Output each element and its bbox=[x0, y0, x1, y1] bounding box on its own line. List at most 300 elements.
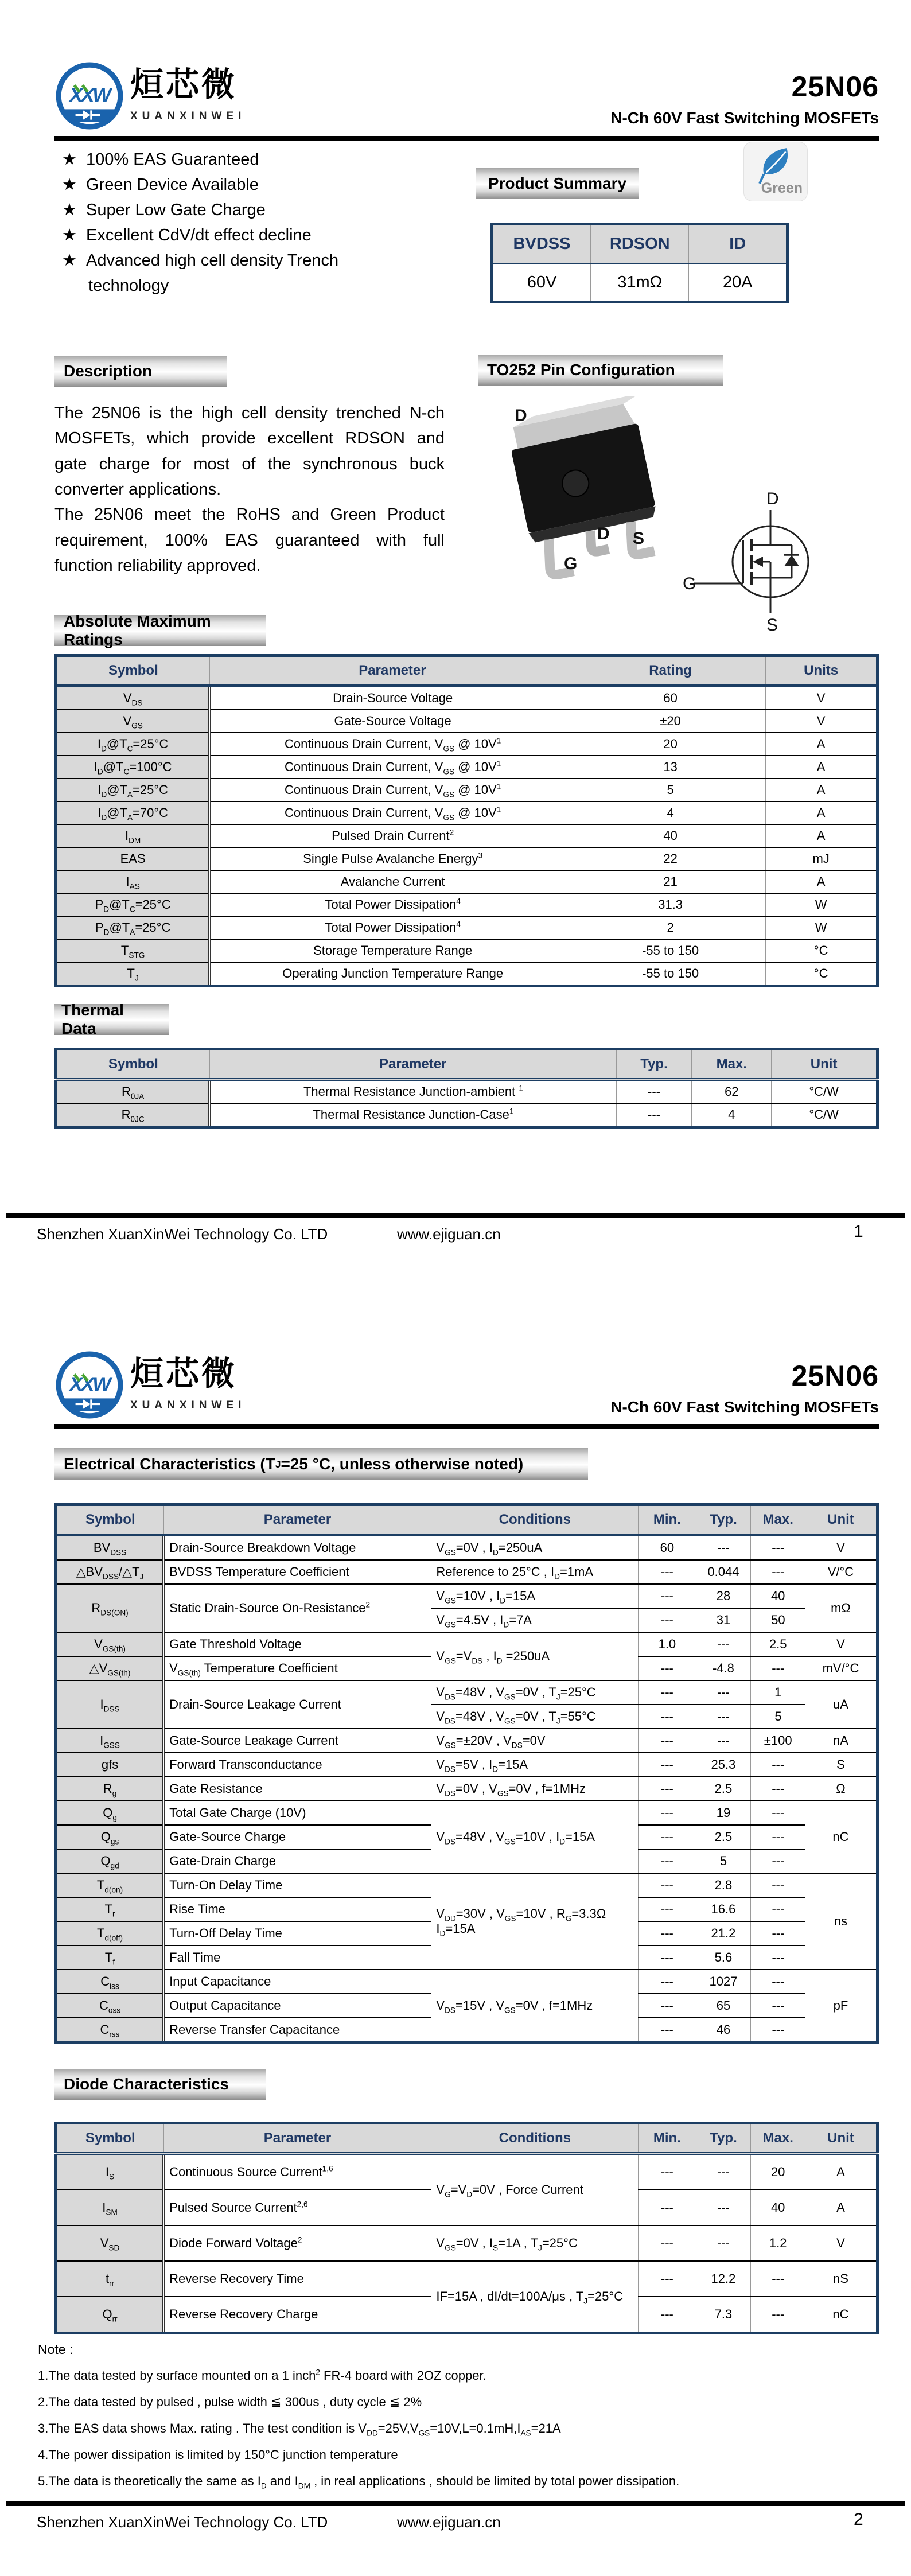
table-cell: °C bbox=[766, 962, 878, 986]
table-cell: $V_{DS}=5V$ , $I_D=15A$ bbox=[431, 1753, 639, 1777]
table-header-row bbox=[56, 656, 878, 686]
table-cell: $T_r$ bbox=[56, 1897, 164, 1921]
table-cell: Ω bbox=[805, 1777, 877, 1801]
doc-subtitle: N-Ch 60V Fast Switching MOSFETs bbox=[610, 1398, 879, 1416]
table-cell: --- bbox=[751, 1921, 805, 1945]
package-pin-label-s: S bbox=[633, 529, 645, 548]
table-cell: --- bbox=[639, 1825, 696, 1849]
table-header-row bbox=[56, 2123, 878, 2154]
table-cell: 60 bbox=[575, 686, 766, 710]
table-cell: pF bbox=[805, 1970, 877, 2043]
table-cell: --- bbox=[639, 1705, 696, 1729]
table-cell: nC bbox=[805, 2297, 877, 2333]
table-cell: $V_{DS}=48V$ , $V_{GS}=10V$ , $I_D=15A$ bbox=[431, 1801, 639, 1873]
table-row bbox=[56, 962, 878, 986]
column-header: Rating bbox=[575, 656, 766, 686]
table-row bbox=[56, 710, 878, 733]
table-cell: $V_{DD}=30V$ , $V_{GS}=10V$ , $R_G=3.3\Omega$ $I_D=15A$ bbox=[431, 1873, 639, 1970]
table-cell: --- bbox=[696, 1632, 751, 1656]
note-item: 4.The power dissipation is limited by 150°C junction temperature bbox=[38, 2447, 398, 2462]
table-cell: $I_{SM}$ bbox=[56, 2190, 164, 2225]
brand-name-cn: 烜芯微 bbox=[130, 1355, 238, 1392]
table-cell: 4 bbox=[575, 801, 766, 824]
table-cell: $V_{GS}=10V$ , $I_D=15A$ bbox=[431, 1584, 639, 1608]
product-summary-table bbox=[490, 223, 789, 303]
table-cell: $V_{GS(th)}$ bbox=[56, 1632, 164, 1656]
table-row bbox=[56, 733, 878, 756]
table-cell: A bbox=[836, 2165, 845, 2179]
table-cell: $I_S$ bbox=[56, 2154, 164, 2190]
table-cell: $T_J$ bbox=[56, 962, 210, 986]
table-cell: 50 bbox=[751, 1608, 805, 1632]
table-cell: gfs bbox=[56, 1753, 164, 1777]
table-row bbox=[56, 1801, 878, 1825]
table-cell: 62 bbox=[692, 1080, 772, 1104]
description-paragraph: The 25N06 is the high cell density trenched N-ch MOSFETs, which provide excellent RDSON and gate charge for most of the synchronous buck converter applications. bbox=[54, 404, 445, 499]
table-row bbox=[56, 870, 878, 893]
feature-item: ★ 100% EAS Guaranteed bbox=[62, 150, 259, 169]
table-cell: Reverse Recovery Time bbox=[163, 2261, 431, 2297]
package-drawing bbox=[485, 396, 680, 591]
feature-item: ★ Excellent CdV/dt effect decline bbox=[62, 226, 312, 244]
table-cell: A bbox=[766, 870, 878, 893]
table-cell: 20 bbox=[751, 2154, 805, 2190]
table-cell: uA bbox=[805, 1680, 877, 1729]
table-cell: mV/°C bbox=[805, 1656, 877, 1680]
brand-name-en: XUANXINWEI bbox=[130, 1399, 246, 1412]
table-cell: --- bbox=[639, 2154, 696, 2190]
table-cell: Rise Time bbox=[163, 1897, 431, 1921]
table-cell: --- bbox=[639, 1970, 696, 1994]
table-cell: $Q_{gd}$ bbox=[56, 1849, 164, 1873]
table-row bbox=[56, 893, 878, 916]
table-cell: Turn-On Delay Time bbox=[163, 1873, 431, 1897]
column-header: Conditions bbox=[431, 2123, 639, 2154]
table-cell: A bbox=[805, 2190, 877, 2225]
table-cell: $V_{SD}$ bbox=[56, 2225, 164, 2261]
table-cell: -55 to 150 bbox=[575, 962, 766, 986]
table-cell: --- bbox=[696, 1729, 751, 1753]
table-cell: Drain-Source Breakdown Voltage bbox=[163, 1535, 431, 1561]
thermal-table bbox=[54, 1048, 879, 1129]
table-cell: Static Drain-Source On-Resistance$^2$ bbox=[163, 1584, 431, 1632]
table-row bbox=[56, 916, 878, 939]
description-text bbox=[54, 400, 445, 579]
feature-item: ★ Advanced high cell density Trench technology bbox=[62, 251, 339, 295]
table-cell: --- bbox=[696, 1535, 751, 1561]
table-cell: 60V bbox=[492, 264, 591, 302]
table-cell: 20 bbox=[575, 733, 766, 756]
table-cell: 2.5 bbox=[696, 1777, 751, 1801]
table-cell: --- bbox=[639, 1656, 696, 1680]
column-header: Typ. bbox=[616, 1049, 692, 1080]
table-cell: --- bbox=[696, 1680, 751, 1705]
table-cell: $C_{iss}$ bbox=[56, 1970, 164, 1994]
doc-subtitle: N-Ch 60V Fast Switching MOSFETs bbox=[610, 109, 879, 127]
table-cell: nA bbox=[805, 1729, 877, 1753]
table-cell: --- bbox=[639, 2190, 696, 2225]
description-paragraph: The 25N06 meet the RoHS and Green Product requirement, 100% EAS guaranteed with full function reliability approved. bbox=[54, 505, 445, 575]
table-cell: $Q_{gs}$ bbox=[56, 1825, 164, 1849]
table-row bbox=[56, 756, 878, 779]
table-cell: $V_{GS(th)}$ Temperature Coefficient bbox=[163, 1656, 431, 1680]
table-cell: 7.3 bbox=[696, 2297, 751, 2333]
table-cell: 19 bbox=[696, 1801, 751, 1825]
table-cell: 2.5 bbox=[751, 1632, 805, 1656]
table-cell: Total Power Dissipation$^4$ bbox=[209, 893, 575, 916]
part-number: 25N06 bbox=[791, 1360, 879, 1392]
column-header: Parameter bbox=[209, 656, 575, 686]
table-cell: Gate-Source Voltage bbox=[209, 710, 575, 733]
table-row bbox=[56, 939, 878, 962]
table-cell: 4 bbox=[692, 1103, 772, 1127]
table-cell: $P_D@T_C=25^\circ C$ bbox=[56, 893, 210, 916]
notes-list bbox=[38, 2363, 679, 2495]
column-header: BVDSS bbox=[492, 224, 591, 264]
column-header: Conditions bbox=[431, 1505, 639, 1535]
table-header-row bbox=[492, 224, 788, 264]
table-cell: Operating Junction Temperature Range bbox=[209, 962, 575, 986]
part-number: 25N06 bbox=[791, 71, 879, 103]
table-cell: --- bbox=[639, 1753, 696, 1777]
table-cell: $I_D@T_A=70^\circ C$ bbox=[56, 801, 210, 824]
table-cell: A bbox=[766, 779, 878, 801]
table-cell: --- bbox=[751, 1825, 805, 1849]
table-cell: --- bbox=[696, 1705, 751, 1729]
thermal-title: Thermal Data bbox=[54, 1004, 169, 1035]
table-cell: Drain-Source Voltage bbox=[209, 686, 575, 710]
table-cell: $I_{DSS}$ bbox=[56, 1680, 164, 1729]
table-cell: V bbox=[766, 710, 878, 733]
table-cell: --- bbox=[639, 1680, 696, 1705]
table-cell: °C/W bbox=[809, 1084, 839, 1099]
brand-name-cn: 烜芯微 bbox=[130, 66, 238, 103]
table-row bbox=[56, 2225, 878, 2261]
table-cell: --- bbox=[751, 1777, 805, 1801]
table-cell: $V_{GS}=4.5V$ , $I_D=7A$ bbox=[431, 1608, 639, 1632]
note-item: 3.The EAS data shows Max. rating . The test condition is $V_{DD}=25V,V_{GS}=10V,L=0.1mH,I_{AS}=21A$ bbox=[38, 2421, 561, 2438]
brand-logo bbox=[54, 61, 246, 131]
table-cell: Diode Forward Voltage$^2$ bbox=[163, 2225, 431, 2261]
table-cell: $V_{DS}=0V$ , $V_{GS}=0V$ , f=1MHz bbox=[431, 1777, 639, 1801]
note-item: 2.The data tested by pulsed , pulse width ≦ 300us , duty cycle ≦ 2% bbox=[38, 2395, 422, 2409]
table-cell: $\triangle BV_{DSS}/\triangle T_J$ bbox=[56, 1560, 164, 1584]
table-cell: $t_{rr}$ bbox=[56, 2261, 164, 2297]
table-cell: --- bbox=[639, 2018, 696, 2043]
diode-title: Diode Characteristics bbox=[54, 2069, 266, 2100]
table-cell: V bbox=[836, 1540, 845, 1555]
footer-company: Shenzhen XuanXinWei Technology Co. LTD bbox=[37, 2513, 328, 2531]
table-cell: 2.8 bbox=[696, 1873, 751, 1897]
table-row bbox=[56, 1777, 878, 1801]
table-cell: A bbox=[766, 824, 878, 847]
green-label: Green bbox=[761, 180, 803, 196]
abs-max-title: Absolute Maximum Ratings bbox=[54, 615, 266, 646]
page-number: 2 bbox=[854, 2510, 863, 2529]
table-cell: --- bbox=[751, 2018, 805, 2043]
table-cell: $C_{rss}$ bbox=[56, 2018, 164, 2043]
star-icon: ★ bbox=[62, 251, 77, 270]
table-cell: W bbox=[766, 916, 878, 939]
table-cell: Continuous Source Current$^{1,6}$ bbox=[163, 2154, 431, 2190]
column-header: Parameter bbox=[209, 1049, 616, 1080]
table-cell: $V_G=V_D=0V$ , Force Current bbox=[431, 2154, 639, 2226]
table-cell: 16.6 bbox=[696, 1897, 751, 1921]
table-cell: Forward Transconductance bbox=[163, 1753, 431, 1777]
table-cell: --- bbox=[696, 2154, 751, 2190]
table-cell: nC bbox=[805, 1801, 877, 1873]
table-cell: A bbox=[766, 756, 878, 779]
column-header: Units bbox=[766, 656, 878, 686]
column-header: Symbol bbox=[56, 1049, 210, 1080]
table-cell: Reverse Recovery Charge bbox=[163, 2297, 431, 2333]
table-cell: Gate-Source Leakage Current bbox=[163, 1729, 431, 1753]
table-cell: Input Capacitance bbox=[163, 1970, 431, 1994]
table-row bbox=[56, 1535, 878, 1561]
table-row bbox=[56, 847, 878, 870]
table-cell: Fall Time bbox=[163, 1945, 431, 1970]
table-cell: --- bbox=[751, 1801, 805, 1825]
table-row bbox=[492, 264, 788, 302]
table-row bbox=[56, 686, 878, 710]
table-cell: 31 bbox=[696, 1608, 751, 1632]
page-number: 1 bbox=[854, 1222, 863, 1241]
table-cell: $V_{GS}$ bbox=[56, 710, 210, 733]
table-row bbox=[56, 1584, 878, 1608]
column-header: Unit bbox=[805, 2123, 877, 2154]
star-icon: ★ bbox=[62, 150, 77, 169]
table-cell: --- bbox=[639, 2261, 696, 2297]
feature-item: ★ Super Low Gate Charge bbox=[62, 201, 266, 219]
table-cell: $I_D@T_A=25^\circ C$ bbox=[56, 779, 210, 801]
table-cell: $T_{d(on)}$ bbox=[56, 1873, 164, 1897]
table-cell: $I_D@T_C=100^\circ C$ bbox=[56, 756, 210, 779]
table-cell: 1.2 bbox=[751, 2225, 805, 2261]
table-cell: Turn-Off Delay Time bbox=[163, 1921, 431, 1945]
table-cell: $T_f$ bbox=[56, 1945, 164, 1970]
table-cell: --- bbox=[751, 1535, 805, 1561]
table-cell: --- bbox=[616, 1103, 692, 1127]
table-cell: °C/W bbox=[772, 1103, 878, 1127]
table-cell: --- bbox=[751, 1753, 805, 1777]
table-row bbox=[56, 1080, 878, 1104]
table-cell: mΩ bbox=[805, 1584, 877, 1632]
brand-logo-icon bbox=[54, 1350, 124, 1420]
feature-item: ★ Green Device Available bbox=[62, 176, 259, 194]
table-cell: $P_D@T_A=25^\circ C$ bbox=[56, 916, 210, 939]
table-cell: Gate-Drain Charge bbox=[163, 1849, 431, 1873]
footer-website[interactable]: www.ejiguan.cn bbox=[397, 2513, 501, 2531]
table-cell: --- bbox=[751, 1897, 805, 1921]
table-row bbox=[56, 1753, 878, 1777]
table-header-row bbox=[56, 1049, 878, 1080]
table-cell: --- bbox=[751, 1873, 805, 1897]
footer-website[interactable]: www.ejiguan.cn bbox=[397, 1225, 501, 1243]
table-cell: ±100 bbox=[751, 1729, 805, 1753]
table-cell: $V_{GS}=V_{DS}$ , $I_D =250uA$ bbox=[431, 1632, 639, 1680]
table-cell: Output Capacitance bbox=[163, 1994, 431, 2018]
table-cell: nS bbox=[805, 2261, 877, 2297]
table-cell: IF=15A , dI/dt=100A/μs , $T_J=25^\circ C$ bbox=[431, 2261, 639, 2333]
table-cell: $T_{STG}$ bbox=[56, 939, 210, 962]
table-cell: --- bbox=[751, 1970, 805, 1994]
column-header: Symbol bbox=[56, 2123, 164, 2154]
table-cell: Total Power Dissipation$^4$ bbox=[209, 916, 575, 939]
brand-logo-icon bbox=[54, 61, 124, 131]
table-cell: Total Gate Charge (10V) bbox=[163, 1801, 431, 1825]
table-cell: --- bbox=[751, 2261, 805, 2297]
table-cell: $Q_g$ bbox=[56, 1801, 164, 1825]
column-header: Typ. bbox=[696, 1505, 751, 1535]
electrical-table bbox=[54, 1503, 879, 2044]
table-cell: --- bbox=[751, 1994, 805, 2018]
table-cell: S bbox=[805, 1753, 877, 1777]
symbol-label-s: S bbox=[766, 616, 778, 634]
table-cell: $I_{GSS}$ bbox=[56, 1729, 164, 1753]
table-cell: 21.2 bbox=[696, 1921, 751, 1945]
table-cell: --- bbox=[696, 2225, 751, 2261]
table-cell: 20A bbox=[722, 273, 753, 291]
column-header: RDSON bbox=[591, 224, 689, 264]
table-cell: Reverse Transfer Capacitance bbox=[163, 2018, 431, 2043]
table-cell: BVDSS Temperature Coefficient bbox=[163, 1560, 431, 1584]
column-header: Max. bbox=[751, 1505, 805, 1535]
table-cell: --- bbox=[639, 1849, 696, 1873]
symbol-label-g: G bbox=[683, 574, 696, 593]
diode-table bbox=[54, 2122, 879, 2334]
table-row bbox=[56, 1729, 878, 1753]
svg-text:XXW: XXW bbox=[69, 1373, 110, 1396]
table-cell: V bbox=[816, 691, 826, 705]
table-cell: 40 bbox=[575, 824, 766, 847]
table-cell: Thermal Resistance Junction-Case$^1$ bbox=[209, 1103, 616, 1127]
note-item: 1.The data tested by surface mounted on a 1 inch$^2$ FR-4 board with 2OZ copper. bbox=[38, 2368, 486, 2383]
abs-max-table bbox=[54, 654, 879, 987]
table-header-row bbox=[56, 1505, 878, 1535]
table-cell: --- bbox=[639, 1777, 696, 1801]
star-icon: ★ bbox=[62, 176, 77, 194]
package-tab-label: D bbox=[515, 406, 527, 425]
package-pin-label-d: D bbox=[597, 524, 610, 543]
column-header: Parameter bbox=[163, 1505, 431, 1535]
table-row bbox=[56, 2154, 878, 2190]
star-icon: ★ bbox=[62, 201, 77, 219]
table-cell: --- bbox=[639, 1560, 696, 1584]
table-cell: Reference to 25°C , $I_D=1mA$ bbox=[431, 1560, 639, 1584]
mosfet-symbol bbox=[683, 491, 843, 634]
table-cell: Continuous Drain Current, $V_{GS}$ @ $10V^1$ bbox=[209, 756, 575, 779]
table-cell: $R_{DS(ON)}$ bbox=[56, 1584, 164, 1632]
table-cell: 5 bbox=[696, 1849, 751, 1873]
table-cell: 5 bbox=[575, 779, 766, 801]
table-cell: -55 to 150 bbox=[575, 939, 766, 962]
brand-name-en: XUANXINWEI bbox=[130, 110, 246, 123]
table-cell: $I_{DM}$ bbox=[56, 824, 210, 847]
table-cell: Continuous Drain Current, $V_{GS}$ @ $10V^1$ bbox=[209, 801, 575, 824]
column-header: Max. bbox=[692, 1049, 772, 1080]
table-cell: --- bbox=[639, 1873, 696, 1897]
table-row bbox=[56, 2261, 878, 2297]
column-header: Max. bbox=[751, 2123, 805, 2154]
package-pin-label-g: G bbox=[564, 554, 578, 573]
table-row bbox=[56, 1560, 878, 1584]
table-cell: $I_{AS}$ bbox=[56, 870, 210, 893]
table-cell: ns bbox=[805, 1873, 877, 1970]
table-cell: 12.2 bbox=[696, 2261, 751, 2297]
green-badge bbox=[744, 142, 807, 201]
footer-rule bbox=[6, 1213, 905, 1218]
table-cell: Gate Resistance bbox=[163, 1777, 431, 1801]
table-row bbox=[56, 779, 878, 801]
table-cell: 40 bbox=[751, 2190, 805, 2225]
table-cell: $Q_{rr}$ bbox=[56, 2297, 164, 2333]
table-cell: V bbox=[805, 2225, 877, 2261]
table-cell: $R_{\theta JA}$ bbox=[56, 1080, 210, 1104]
table-cell: Avalanche Current bbox=[209, 870, 575, 893]
electrical-title: Electrical Characteristics (T J =25 °C, unless otherwise noted) bbox=[54, 1448, 588, 1480]
header-rule bbox=[54, 1424, 879, 1429]
table-cell: 40 bbox=[751, 1584, 805, 1608]
table-cell: --- bbox=[616, 1080, 692, 1104]
table-cell: $\triangle V_{GS(th)}$ bbox=[56, 1656, 164, 1680]
table-cell: Gate Threshold Voltage bbox=[163, 1632, 431, 1656]
table-cell: ±20 bbox=[575, 710, 766, 733]
table-cell: $V_{DS}=15V$ , $V_{GS}=0V$ , f=1MHz bbox=[431, 1970, 639, 2043]
note-item: 5.The data is theoretically the same as $I_D$ and $I_{DM}$ , in real applications , should be limited by total power dissipation. bbox=[38, 2474, 680, 2491]
column-header: Unit bbox=[805, 1505, 877, 1535]
table-row bbox=[56, 1103, 878, 1127]
table-row bbox=[56, 1970, 878, 1994]
table-cell: $V_{GS}=0V$ , $I_S=1A$ , $T_J=25^\circ C$ bbox=[431, 2225, 639, 2261]
table-cell: --- bbox=[639, 1608, 696, 1632]
pin-config-title: TO252 Pin Configuration bbox=[478, 355, 723, 386]
table-row bbox=[56, 801, 878, 824]
header-rule bbox=[54, 136, 879, 141]
table-cell: --- bbox=[696, 2190, 751, 2225]
table-cell: 2 bbox=[575, 916, 766, 939]
table-cell: V/°C bbox=[805, 1560, 877, 1584]
table-cell: $V_{DS}$ bbox=[56, 686, 210, 710]
table-cell: $T_{d(off)}$ bbox=[56, 1921, 164, 1945]
table-cell: $BV_{DSS}$ bbox=[56, 1535, 164, 1561]
table-cell: --- bbox=[639, 2225, 696, 2261]
brand-logo bbox=[54, 1350, 246, 1420]
table-cell: 2.5 bbox=[696, 1825, 751, 1849]
table-cell: Gate-Source Charge bbox=[163, 1825, 431, 1849]
column-header: Min. bbox=[639, 1505, 696, 1535]
table-cell: 5 bbox=[751, 1705, 805, 1729]
table-cell: Single Pulse Avalanche Energy$^3$ bbox=[209, 847, 575, 870]
table-cell: --- bbox=[639, 1994, 696, 2018]
table-cell: 5.6 bbox=[696, 1945, 751, 1970]
column-header: Unit bbox=[772, 1049, 878, 1080]
column-header: Parameter bbox=[163, 2123, 431, 2154]
table-cell: -4.8 bbox=[696, 1656, 751, 1680]
column-header: Min. bbox=[639, 2123, 696, 2154]
table-row bbox=[56, 1680, 878, 1705]
table-cell: $V_{GS}=\pm 20V$ , $V_{DS}=0V$ bbox=[431, 1729, 639, 1753]
table-cell: $V_{DS}=48V$ , $V_{GS}=0V$ , $T_J=55^\circ C$ bbox=[431, 1705, 639, 1729]
table-cell: 28 bbox=[696, 1584, 751, 1608]
table-cell: mJ bbox=[766, 847, 878, 870]
table-cell: 13 bbox=[575, 756, 766, 779]
table-cell: 25.3 bbox=[696, 1753, 751, 1777]
table-cell: Pulsed Drain Current$^2$ bbox=[209, 824, 575, 847]
table-cell: $V_{DS}=48V$ , $V_{GS}=0V$ , $T_J=25^\circ C$ bbox=[431, 1680, 639, 1705]
table-cell: --- bbox=[639, 1897, 696, 1921]
footer-company: Shenzhen XuanXinWei Technology Co. LTD bbox=[37, 1225, 328, 1243]
table-cell: 31mΩ bbox=[591, 264, 689, 302]
